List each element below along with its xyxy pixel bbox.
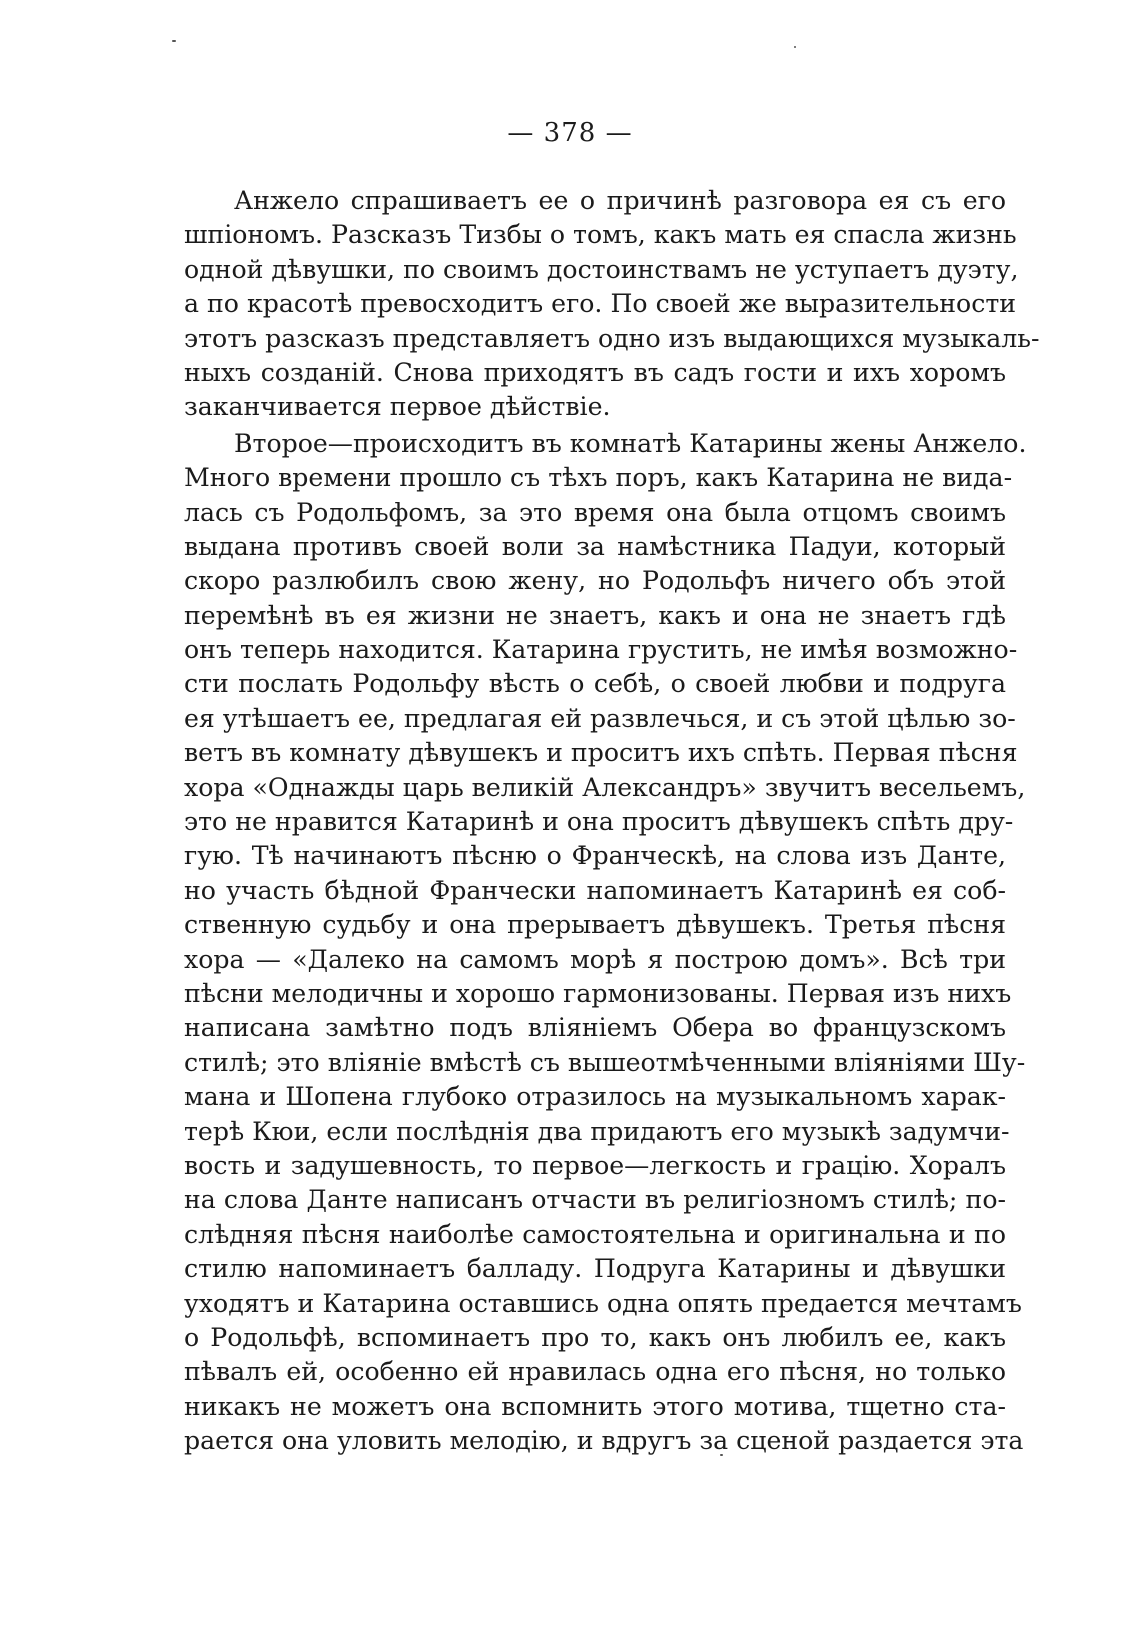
body-text (184, 184, 1040, 1458)
text-line: ея утѣшаетъ ее, предлагая ей развлечься, и съ этой цѣлью зо- (184, 703, 1016, 733)
text-line: лась съ Родольфомъ, за это время она была отцомъ своимъ (184, 497, 1006, 527)
text-line: гую. Тѣ начинаютъ пѣсню о Франческѣ, на слова изъ Данте, (184, 841, 1006, 871)
text-line: перемѣнѣ въ ея жизни не знаетъ, какъ и она не знаетъ гдѣ (184, 600, 1006, 630)
text-line: терѣ Кюи, если послѣднія два придаютъ его музыкѣ задумчи- (184, 1116, 1010, 1146)
print-speck (794, 46, 796, 48)
text-line: о Родольфѣ, вспоминаетъ про то, какъ онъ любилъ ее, какъ (184, 1322, 1006, 1352)
text-line: хора «Однажды царь великій Александръ» звучитъ весельемъ, (184, 772, 1026, 802)
text-line: одной дѣвушки, по своимъ достоинствамъ не уступаетъ дуэту, (184, 254, 1019, 284)
paragraph-1 (184, 184, 1040, 425)
text-line: сти послать Родольфу вѣсть о себѣ, о своей любви и подруга (184, 669, 1006, 699)
text-line: написана замѣтно подъ вліяніемъ Обера во французскомъ (184, 1013, 1006, 1043)
text-line: хора — «Далеко на самомъ морѣ я построю домъ». Всѣ три (184, 944, 1006, 974)
text-line: никакъ не можетъ она вспомнить этого мотива, тщетно ста- (184, 1391, 1006, 1421)
text-line: стилѣ; это вліяніе вмѣстѣ съ вышеотмѣченными вліяніями Шу- (184, 1047, 1026, 1077)
text-line: выдана противъ своей воли за намѣстника Падуи, который (184, 531, 1006, 561)
text-line: шпіономъ. Разсказъ Тизбы о томъ, какъ мать ея спасла жизнь (184, 220, 1017, 250)
page-number: — 378 — (507, 118, 633, 148)
text-line: этотъ разсказъ представляетъ одно изъ выдающихся музыкаль- (184, 323, 1040, 353)
paragraph-2 (184, 427, 1027, 1459)
text-line: но участь бѣдной Франчески напоминаетъ Катаринѣ ея соб- (184, 875, 1006, 905)
text-line: онъ теперь находится. Катарина грустить, не имѣя возможно- (184, 635, 1018, 665)
text-line: на слова Данте написанъ отчасти въ религіозномъ стилѣ; по- (184, 1185, 1006, 1215)
text-line: вость и задушевность, то первое—легкость и грацію. Хоралъ (184, 1150, 1006, 1180)
text-line: стилю напоминаетъ балладу. Подруга Катарины и дѣвушки (184, 1254, 1006, 1284)
text-line: уходятъ и Катарина оставшись одна опять предается мечтамъ (184, 1288, 1022, 1318)
print-speck (172, 40, 176, 42)
text-line: слѣдняя пѣсня наиболѣе самостоятельна и оригинальна и по (184, 1219, 1006, 1249)
text-line: пѣвалъ ей, особенно ей нравилась одна его пѣсня, но только (184, 1357, 1006, 1387)
text-line: рается она уловить мелодію, и вдругъ за сценой раздается эта (184, 1426, 1024, 1456)
text-line: Второе—происходитъ въ комнатѣ Катарины жены Анжело. (234, 428, 1027, 458)
text-line: Анжело спрашиваетъ ее о причинѣ разговора ея съ его (234, 186, 1006, 215)
text-line: ныхъ созданій. Снова приходятъ въ садъ гости и ихъ хоромъ (184, 357, 1006, 387)
text-line: мана и Шопена глубоко отразилось на музыкальномъ харак- (184, 1082, 1006, 1112)
text-line: ветъ въ комнату дѣвушекъ и проситъ ихъ спѣть. Первая пѣсня (184, 738, 1018, 768)
text-line: а по красотѣ превосходитъ его. По своей же выразительности (184, 289, 1017, 319)
text-line: скоро разлюбилъ свою жену, но Родольфъ ничего объ этой (184, 566, 1006, 596)
text-line: Много времени прошло съ тѣхъ поръ, какъ Катарина не вида- (184, 463, 1013, 493)
text-line: заканчивается первое дѣйствіе. (184, 392, 611, 422)
text-line: это не нравится Катаринѣ и она проситъ дѣвушекъ спѣть дру- (184, 807, 1014, 837)
text-line: пѣсни мелодичны и хорошо гармонизованы. Первая изъ нихъ (184, 978, 1012, 1008)
text-line: ственную судьбу и она прерываетъ дѣвушекъ. Третья пѣсня (184, 910, 1006, 940)
